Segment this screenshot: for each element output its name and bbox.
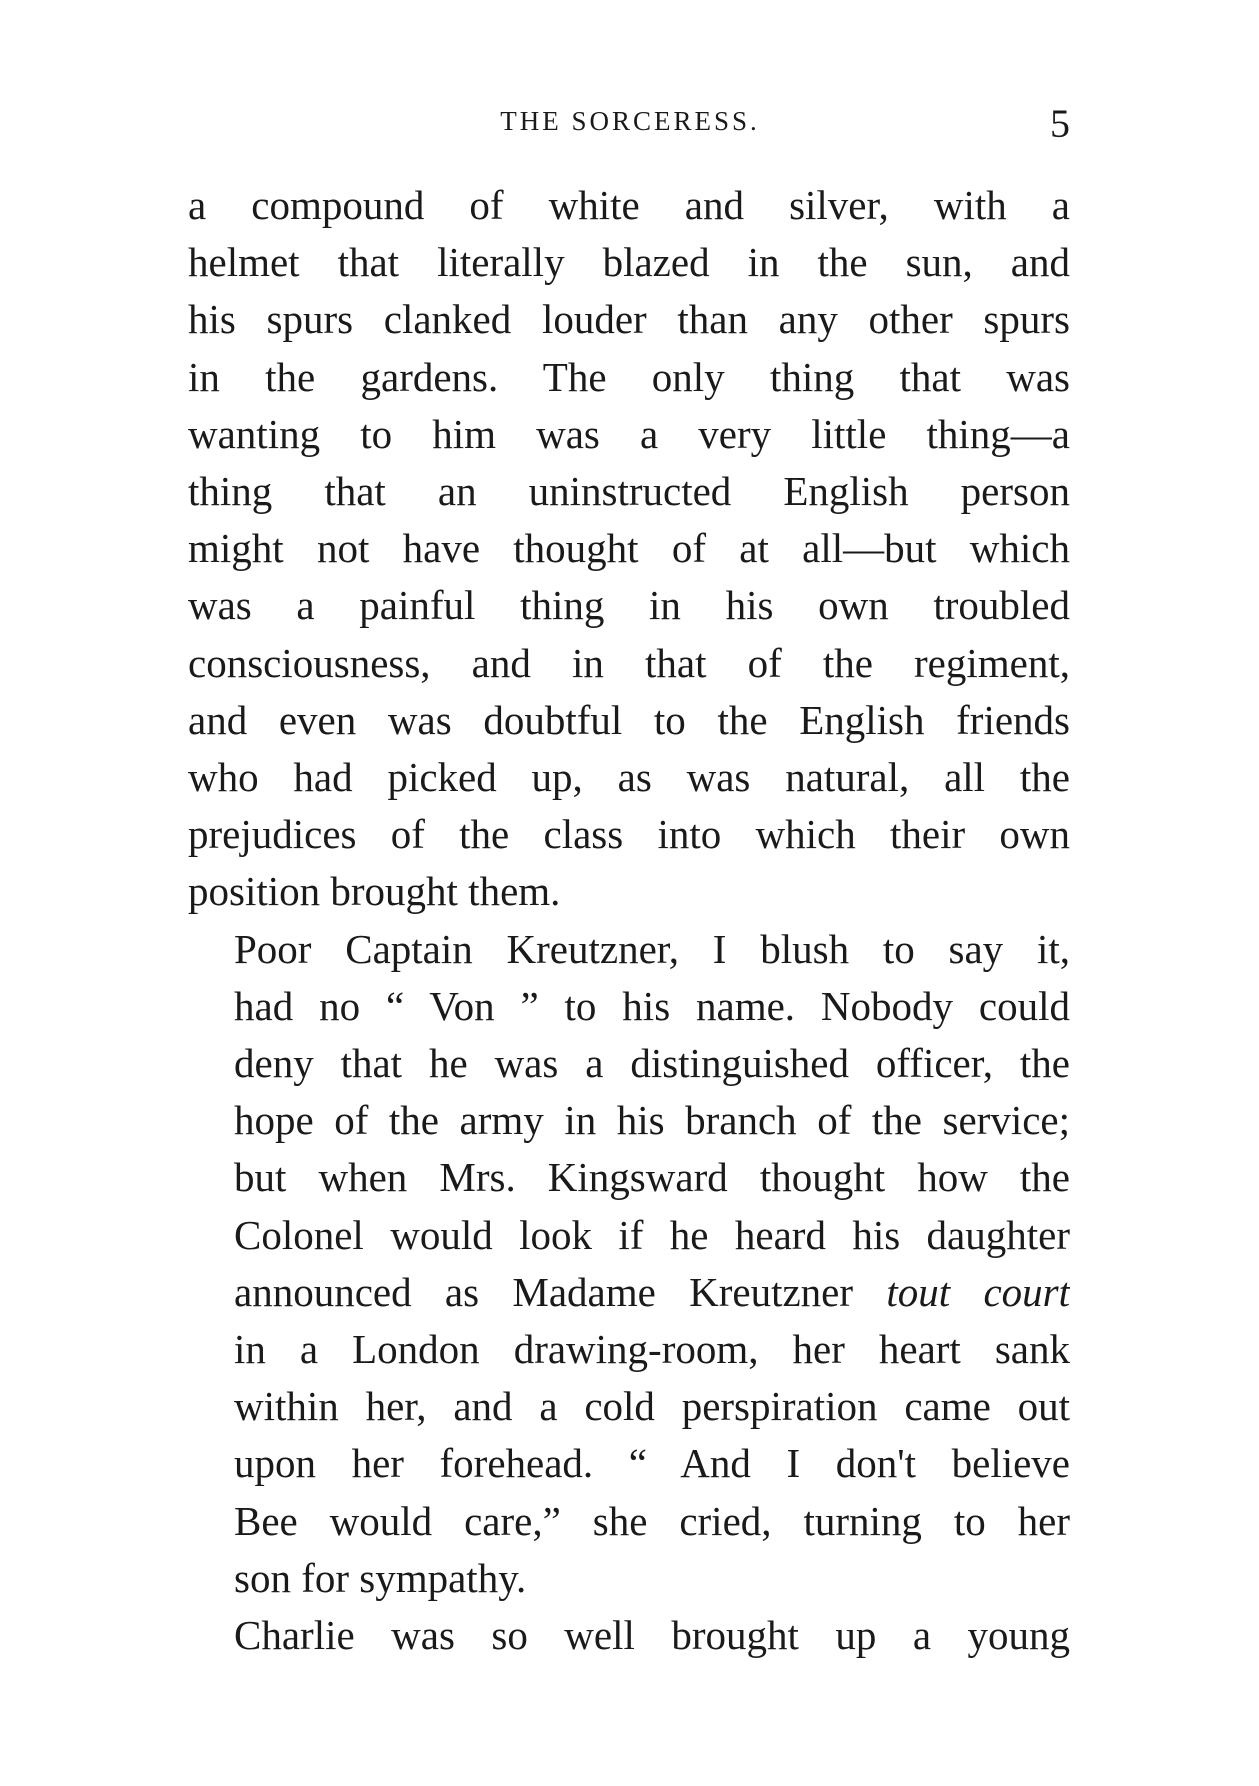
text-line: a compound of white and silver, with a — [188, 182, 1070, 228]
text-line: was a painful thing in his own troubled — [188, 582, 1070, 629]
text-line: might not have thought of at all—but which — [188, 525, 1070, 572]
text-line — [188, 1264, 1070, 1321]
running-head — [190, 100, 1070, 150]
italic-phrase: tout court — [886, 1268, 1070, 1315]
text-line: and even was doubtful to the English friends — [188, 696, 1070, 743]
text-line: in the gardens. The only thing that was — [188, 353, 1070, 400]
text-line: wanting to him was a very little thing—a — [188, 410, 1070, 457]
text-segment: announced as Madame Kreutzner — [234, 1268, 887, 1315]
body-text — [188, 177, 1070, 1664]
text-line: Charlie was so well brought up a young — [234, 1612, 1070, 1659]
text-line: Colonel would look if he heard his daughter — [234, 1211, 1070, 1258]
text-line: deny that he was a distinguished officer, the — [234, 1040, 1070, 1087]
text-line: who had picked up, as was natural, all the — [188, 754, 1070, 801]
text-line: prejudices of the class into which their own — [188, 811, 1070, 858]
text-line: in a London drawing-room, her heart sank — [234, 1326, 1070, 1373]
text-line: consciousness, and in that of the regiment, — [188, 639, 1070, 686]
text-line: thing that an uninstructed English person — [188, 468, 1070, 515]
paragraph — [188, 921, 1070, 1607]
text-line: position brought them. — [188, 868, 561, 915]
text-line: within her, and a cold perspiration came out — [234, 1383, 1070, 1430]
text-line: but when Mrs. Kingsward thought how the — [234, 1154, 1070, 1201]
text-line: hope of the army in his branch of the service; — [234, 1097, 1070, 1144]
text-line: had no “ Von ” to his name. Nobody could — [234, 982, 1070, 1029]
text-line: his spurs clanked louder than any other spurs — [188, 296, 1070, 343]
running-title: THE SORCERESS. — [500, 106, 760, 136]
text-line: helmet that literally blazed in the sun, and — [188, 239, 1070, 286]
text-line: Poor Captain Kreutzner, I blush to say it, — [234, 925, 1070, 972]
paragraph — [188, 177, 1070, 921]
paragraph — [188, 1607, 1070, 1664]
text-line: son for sympathy. — [234, 1554, 527, 1601]
page-number: 5 — [1050, 101, 1070, 146]
text-line: Bee would care,” she cried, turning to her — [234, 1497, 1070, 1544]
text-line: upon her forehead. “ And I don't believe — [234, 1440, 1070, 1487]
